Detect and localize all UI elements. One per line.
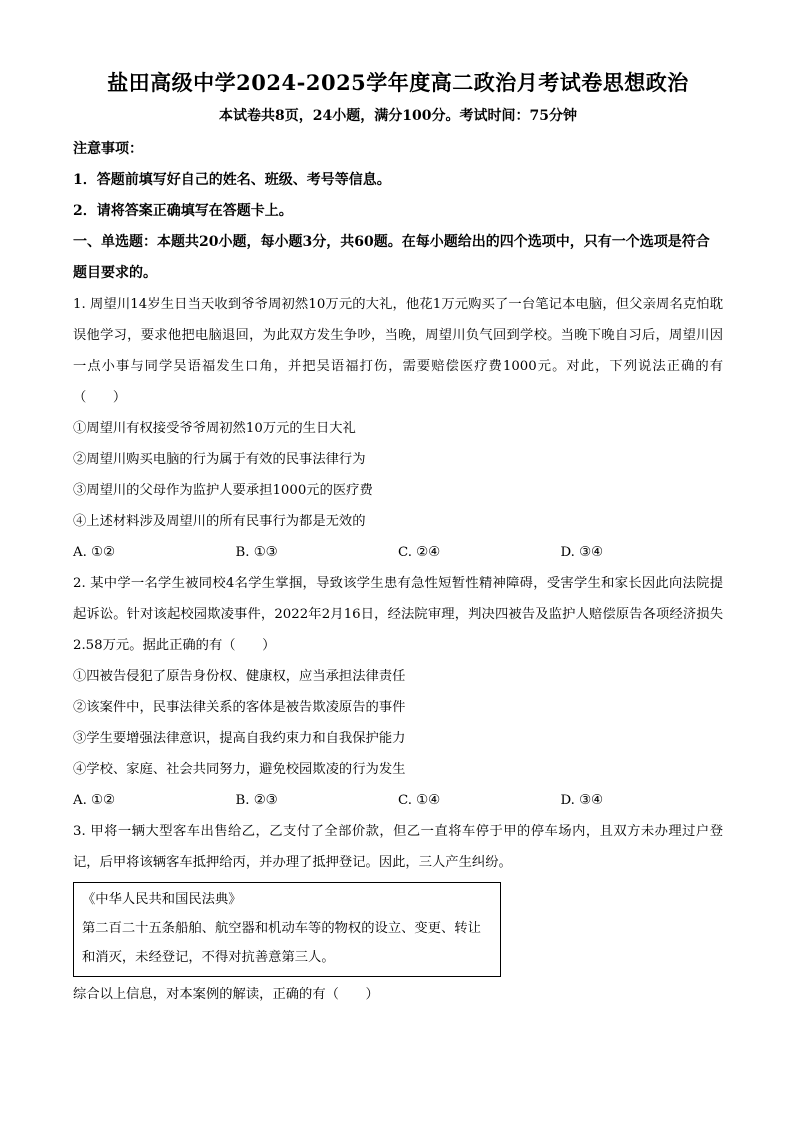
answer-choices xyxy=(73,785,723,816)
section-heading: 一、单选题：本题共20小题，每小题3分，共60题。在每小题给出的四个选项中，只有一个选项是符合题目要求的。 xyxy=(73,234,710,281)
law-excerpt-box xyxy=(73,882,501,977)
notice-item-2: 2．请将答案正确填写在答题卡上。 xyxy=(73,203,293,219)
notice-item-1: 1．答题前填写好自己的姓名、班级、考号等信息。 xyxy=(73,172,391,188)
law-excerpt-text: 第二百二十五条船舶、航空器和机动车等的物权的设立、变更、转让和消灭，未经登记，不得对抗善意第三人。 xyxy=(82,921,481,965)
question-option: ①周望川有权接受爷爷周初然10万元的生日大礼 xyxy=(73,421,356,436)
notice-heading: 注意事项： xyxy=(73,141,143,157)
question-follow-up: 综合以上信息，对本案例的解读，正确的有（ ） xyxy=(73,987,379,1002)
question-2 xyxy=(73,568,723,816)
choice-b: B. ①③ xyxy=(235,545,278,560)
choice-c: C. ②④ xyxy=(398,545,440,560)
choice-d: D. ③④ xyxy=(560,545,603,560)
question-option: ③学生要增强法律意识，提高自我约束力和自我保护能力 xyxy=(73,731,406,746)
law-excerpt-title: 《中华人民共和国民法典》 xyxy=(82,892,242,907)
answer-choices xyxy=(73,537,723,568)
question-option: ③周望川的父母作为监护人要承担1000元的医疗费 xyxy=(73,483,373,498)
choice-d: D. ③④ xyxy=(560,793,603,808)
question-option: ④学校、家庭、社会共同努力，避免校园欺凌的行为发生 xyxy=(73,762,406,777)
choice-b: B. ②③ xyxy=(235,793,278,808)
question-option: ②该案件中，民事法律关系的客体是被告欺凌原告的事件 xyxy=(73,700,406,715)
question-1 xyxy=(73,289,723,568)
question-option: ①四被告侵犯了原告身份权、健康权，应当承担法律责任 xyxy=(73,669,406,684)
question-option: ②周望川购买电脑的行为属于有效的民事法律行为 xyxy=(73,452,366,467)
question-stem: 2. 某中学一名学生被同校4名学生掌掴，导致该学生患有急性短暂性精神障碍，受害学生和家长因此向法院提起诉讼。针对该起校园欺凌事件，2022年2月16日，经法院审理，判决四被告及监护人赔偿原告各项经济损失2.58万元。据此正确的有（ ） xyxy=(73,576,723,653)
question-stem: 3. 甲将一辆大型客车出售给乙，乙支付了全部价款，但乙一直将车停于甲的停车场内，且双方未办理过户登记，后甲将该辆客车抵押给丙，并办理了抵押登记。因此，三人产生纠纷。 xyxy=(73,824,723,870)
exam-subtitle: 本试卷共8页，24小题，满分100分。考试时间：75分钟 xyxy=(219,108,577,124)
question-3 xyxy=(73,816,723,1010)
exam-title: 盐田高级中学2024-2025学年度高二政治月考试卷思想政治 xyxy=(107,70,689,95)
exam-page xyxy=(73,66,723,1010)
choice-c: C. ①④ xyxy=(398,793,440,808)
choice-a: A. ①② xyxy=(73,545,115,560)
question-stem: 1. 周望川14岁生日当天收到爷爷周初然10万元的大礼，他花1万元购买了一台笔记本电脑，但父亲周名克怕耽误他学习，要求他把电脑退回，为此双方发生争吵，当晚，周望川负气回到学校。当晚下晚自习后，周望川因一点小事与同学吴语福发生口角，并把吴语福打伤，需要赔偿医疗费1000元。对此，下列说法正确的有（ ） xyxy=(73,297,723,405)
choice-a: A. ①② xyxy=(73,793,115,808)
question-option: ④上述材料涉及周望川的所有民事行为都是无效的 xyxy=(73,514,366,529)
